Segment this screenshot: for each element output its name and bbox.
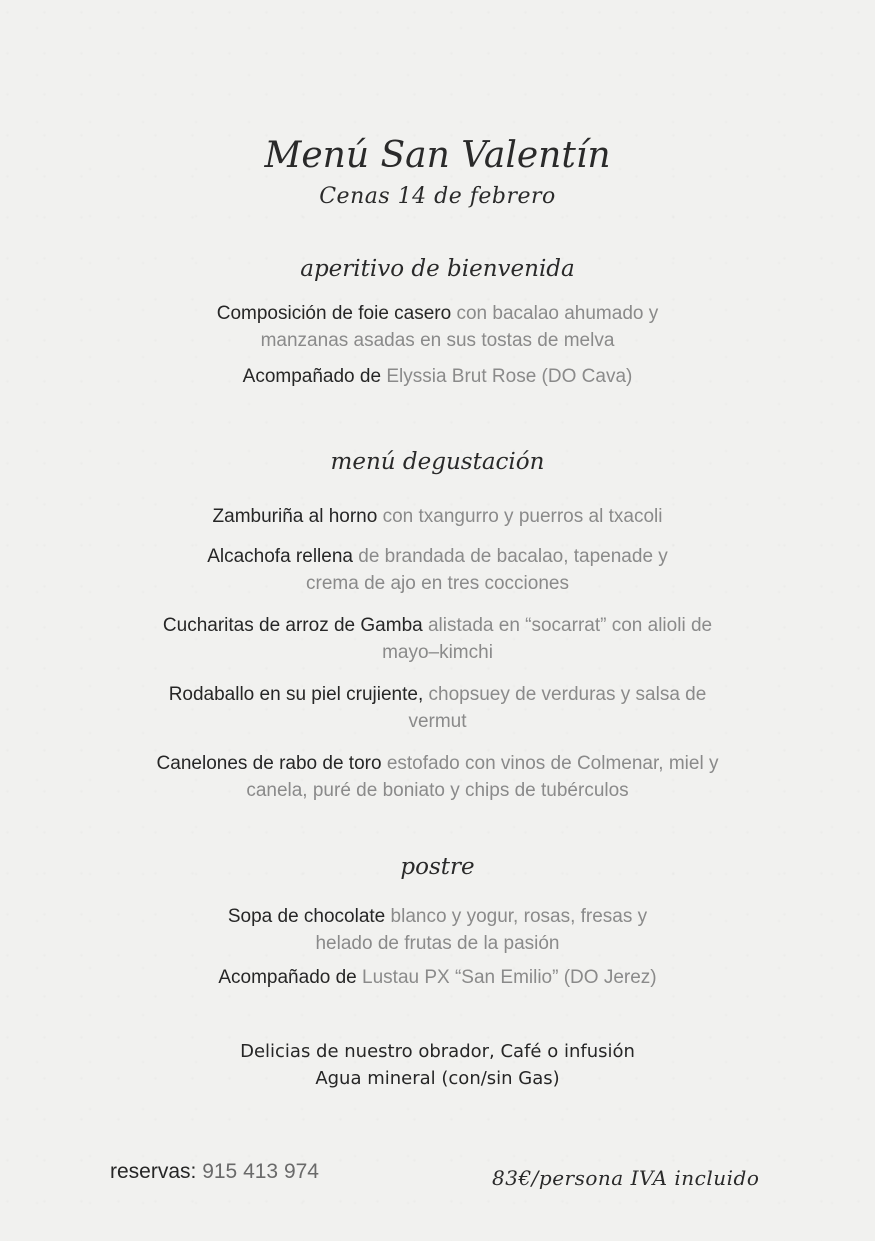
item-description: Elyssia Brut Rose (DO Cava) bbox=[381, 366, 633, 387]
menu-item bbox=[100, 363, 775, 390]
item-description: Lustau PX “San Emilio” (DO Jerez) bbox=[356, 967, 657, 988]
menu-item bbox=[140, 612, 735, 666]
item-name: Cucharitas de arroz de Gamba bbox=[162, 615, 423, 636]
menu-item bbox=[145, 681, 730, 735]
menu-item bbox=[195, 300, 680, 354]
item-name: Rodaballo en su piel crujiente, bbox=[168, 684, 424, 705]
item-description: alistada en “socarrat” con alioli de mayo–kimchi bbox=[382, 615, 713, 663]
section-heading-postre: postre bbox=[400, 854, 475, 880]
menu-title: Menú San Valentín bbox=[264, 135, 611, 176]
menu-item bbox=[225, 903, 650, 957]
item-name: Acompañado de bbox=[218, 967, 357, 988]
menu-item bbox=[130, 750, 745, 804]
item-name: Canelones de rabo de toro bbox=[156, 753, 382, 774]
extras-line: Agua mineral (con/sin Gas) bbox=[315, 1068, 560, 1089]
menu-subtitle: Cenas 14 de febrero bbox=[319, 184, 556, 209]
section-heading-degustacion: menú degustación bbox=[330, 449, 545, 475]
item-description: estofado con vinos de Colmenar, miel y canela, puré de boniato y chips de tubérculos bbox=[246, 753, 719, 801]
item-description: de brandada de bacalao, tapenade y crema de ajo en tres cocciones bbox=[306, 546, 668, 594]
item-name: Sopa de chocolate bbox=[227, 906, 386, 927]
menu-item bbox=[190, 543, 685, 597]
item-description: blanco y yogur, rosas, fresas y helado de frutas de la pasión bbox=[315, 906, 648, 954]
price: 83€/persona IVA incluido bbox=[492, 1166, 760, 1190]
reservations-label: reservas: bbox=[110, 1160, 197, 1183]
section-heading-aperitivo: aperitivo de bienvenida bbox=[300, 256, 575, 282]
item-name: Composición de foie casero bbox=[216, 303, 452, 324]
item-description: con txangurro y puerros al txacoli bbox=[377, 506, 663, 527]
menu-item bbox=[100, 964, 775, 991]
reservations bbox=[110, 1160, 319, 1184]
reservations-phone: 915 413 974 bbox=[202, 1160, 319, 1183]
menu-item bbox=[100, 503, 775, 530]
item-description: con bacalao ahumado y manzanas asadas en sus tostas de melva bbox=[260, 303, 659, 351]
item-name: Alcachofa rellena bbox=[207, 546, 353, 567]
item-description: chopsuey de verduras y salsa de vermut bbox=[408, 684, 707, 732]
item-name: Acompañado de bbox=[242, 366, 382, 387]
extras-line: Delicias de nuestro obrador, Café o infusión bbox=[240, 1041, 635, 1062]
item-name: Zamburiña al horno bbox=[212, 506, 378, 527]
